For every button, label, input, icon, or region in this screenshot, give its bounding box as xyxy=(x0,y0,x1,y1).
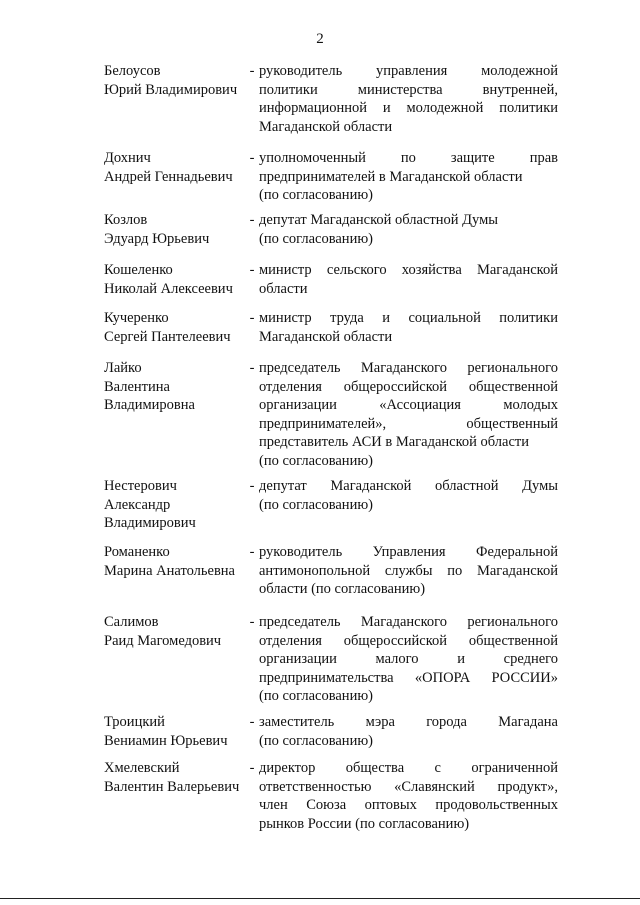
list-item-kucherenko xyxy=(104,309,558,359)
list-item-kozlov xyxy=(104,211,558,261)
member-given-names: Николай Алексеевич xyxy=(104,280,233,297)
member-surname: Дохнич xyxy=(104,150,151,166)
member-name xyxy=(104,713,254,750)
member-role xyxy=(259,62,558,136)
separator-dash: - xyxy=(249,212,255,228)
separator-dash: - xyxy=(249,63,255,79)
list-item-salimov xyxy=(104,613,558,713)
member-name xyxy=(104,149,254,186)
role-line: министр труда и социальной политики xyxy=(259,310,558,326)
member-role xyxy=(259,149,558,205)
role-line: (по согласованию) xyxy=(259,688,373,705)
member-name xyxy=(104,543,254,580)
list-item-layko xyxy=(104,359,558,477)
role-line: рынков России (по согласованию) xyxy=(259,815,470,832)
role-line: представитель АСИ в Магаданской области xyxy=(259,434,529,451)
member-name xyxy=(104,261,254,298)
member-name xyxy=(104,359,254,415)
member-role xyxy=(259,211,558,248)
footer-divider xyxy=(0,898,640,899)
list-item-khmelevsky xyxy=(104,759,558,839)
member-role xyxy=(259,759,558,833)
member-given-names: Марина Анатольевна xyxy=(104,562,235,579)
role-line: член Союза оптовых продовольственных xyxy=(259,797,558,814)
separator-dash: - xyxy=(249,760,255,776)
role-line: председатель Магаданского регионального xyxy=(259,614,558,630)
role-line: заместитель мэра города Магадана xyxy=(259,714,558,730)
member-surname: Лайко xyxy=(104,360,142,376)
member-given-names: Александр xyxy=(104,496,171,513)
member-given-names: Валентин Валерьевич xyxy=(104,778,240,795)
separator-dash: - xyxy=(249,714,255,730)
list-item-nesterovich xyxy=(104,477,558,543)
role-line: предпринимателей», общественный xyxy=(259,415,558,432)
member-surname: Кошеленко xyxy=(104,262,173,278)
role-line: руководитель Управления Федеральной xyxy=(259,544,558,560)
member-name xyxy=(104,613,254,650)
member-surname: Романенко xyxy=(104,544,170,560)
member-name xyxy=(104,309,254,346)
list-item-romanenko xyxy=(104,543,558,613)
role-line: Магаданской области xyxy=(259,118,393,135)
member-given-names: Валентина xyxy=(104,378,170,395)
role-line: председатель Магаданского регионального xyxy=(259,360,558,376)
member-given-names: Сергей Пантелеевич xyxy=(104,328,231,345)
member-given-names: Эдуард Юрьевич xyxy=(104,230,210,247)
member-surname: Салимов xyxy=(104,614,159,630)
list-item-koshelenko xyxy=(104,261,558,309)
role-line: информационной и молодежной политики xyxy=(259,100,558,117)
member-given-names: Андрей Геннадьевич xyxy=(104,168,233,185)
role-line: (по согласованию) xyxy=(259,452,373,469)
member-name xyxy=(104,477,254,533)
role-line: директор общества с ограниченной xyxy=(259,760,558,776)
member-role xyxy=(259,713,558,750)
role-line: (по согласованию) xyxy=(259,496,373,513)
role-line: депутат Магаданской областной Думы xyxy=(259,212,498,228)
separator-dash: - xyxy=(249,150,255,166)
member-name xyxy=(104,759,254,796)
member-role xyxy=(259,359,558,471)
member-role xyxy=(259,261,558,298)
role-line: организации малого и среднего xyxy=(259,651,558,668)
member-given-names: Раид Магомедович xyxy=(104,632,222,649)
role-line: антимонопольной службы по Магаданской xyxy=(259,562,558,579)
member-role xyxy=(259,309,558,346)
role-line: (по согласованию) xyxy=(259,187,373,204)
separator-dash: - xyxy=(249,360,255,376)
role-line: Магаданской области xyxy=(259,328,393,345)
member-patronymic: Владимировна xyxy=(104,397,195,414)
member-surname: Троицкий xyxy=(104,714,165,730)
member-given-names: Юрий Владимирович xyxy=(104,81,238,98)
role-line: организации «Ассоциация молодых xyxy=(259,397,558,414)
member-surname: Кучеренко xyxy=(104,310,169,326)
list-item-belousov xyxy=(104,62,558,149)
role-line: отделения общероссийской общественной xyxy=(259,632,558,649)
role-line: уполномоченный по защите прав xyxy=(259,150,558,166)
member-role xyxy=(259,613,558,706)
member-name xyxy=(104,211,254,248)
separator-dash: - xyxy=(249,310,255,326)
role-line: депутат Магаданской областной Думы xyxy=(259,478,558,494)
member-list xyxy=(104,62,558,839)
role-line: предпринимателей в Магаданской области xyxy=(259,168,523,185)
role-line: области (по согласованию) xyxy=(259,581,426,598)
role-line: области xyxy=(259,280,308,297)
member-patronymic: Владимирович xyxy=(104,515,196,532)
member-surname: Хмелевский xyxy=(104,760,180,776)
member-surname: Белоусов xyxy=(104,63,161,79)
role-line: отделения общероссийской общественной xyxy=(259,378,558,395)
role-line: ответственностью «Славянский продукт», xyxy=(259,778,558,795)
list-item-troitsky xyxy=(104,713,558,759)
role-line: политики министерства внутренней, xyxy=(259,81,558,98)
role-line: предпринимательства «ОПОРА РОССИИ» xyxy=(259,669,558,686)
separator-dash: - xyxy=(249,262,255,278)
role-line: (по согласованию) xyxy=(259,732,373,749)
separator-dash: - xyxy=(249,544,255,560)
member-surname: Козлов xyxy=(104,212,148,228)
role-line: министр сельского хозяйства Магаданской xyxy=(259,262,558,278)
separator-dash: - xyxy=(249,614,255,630)
member-given-names: Вениамин Юрьевич xyxy=(104,732,228,749)
separator-dash: - xyxy=(249,478,255,494)
role-line: (по согласованию) xyxy=(259,230,373,247)
page-number: 2 xyxy=(316,31,324,47)
member-role xyxy=(259,477,558,514)
member-role xyxy=(259,543,558,599)
member-surname: Нестерович xyxy=(104,478,177,494)
role-line: руководитель управления молодежной xyxy=(259,63,558,79)
list-item-dokhnich xyxy=(104,149,558,211)
member-name xyxy=(104,62,254,99)
